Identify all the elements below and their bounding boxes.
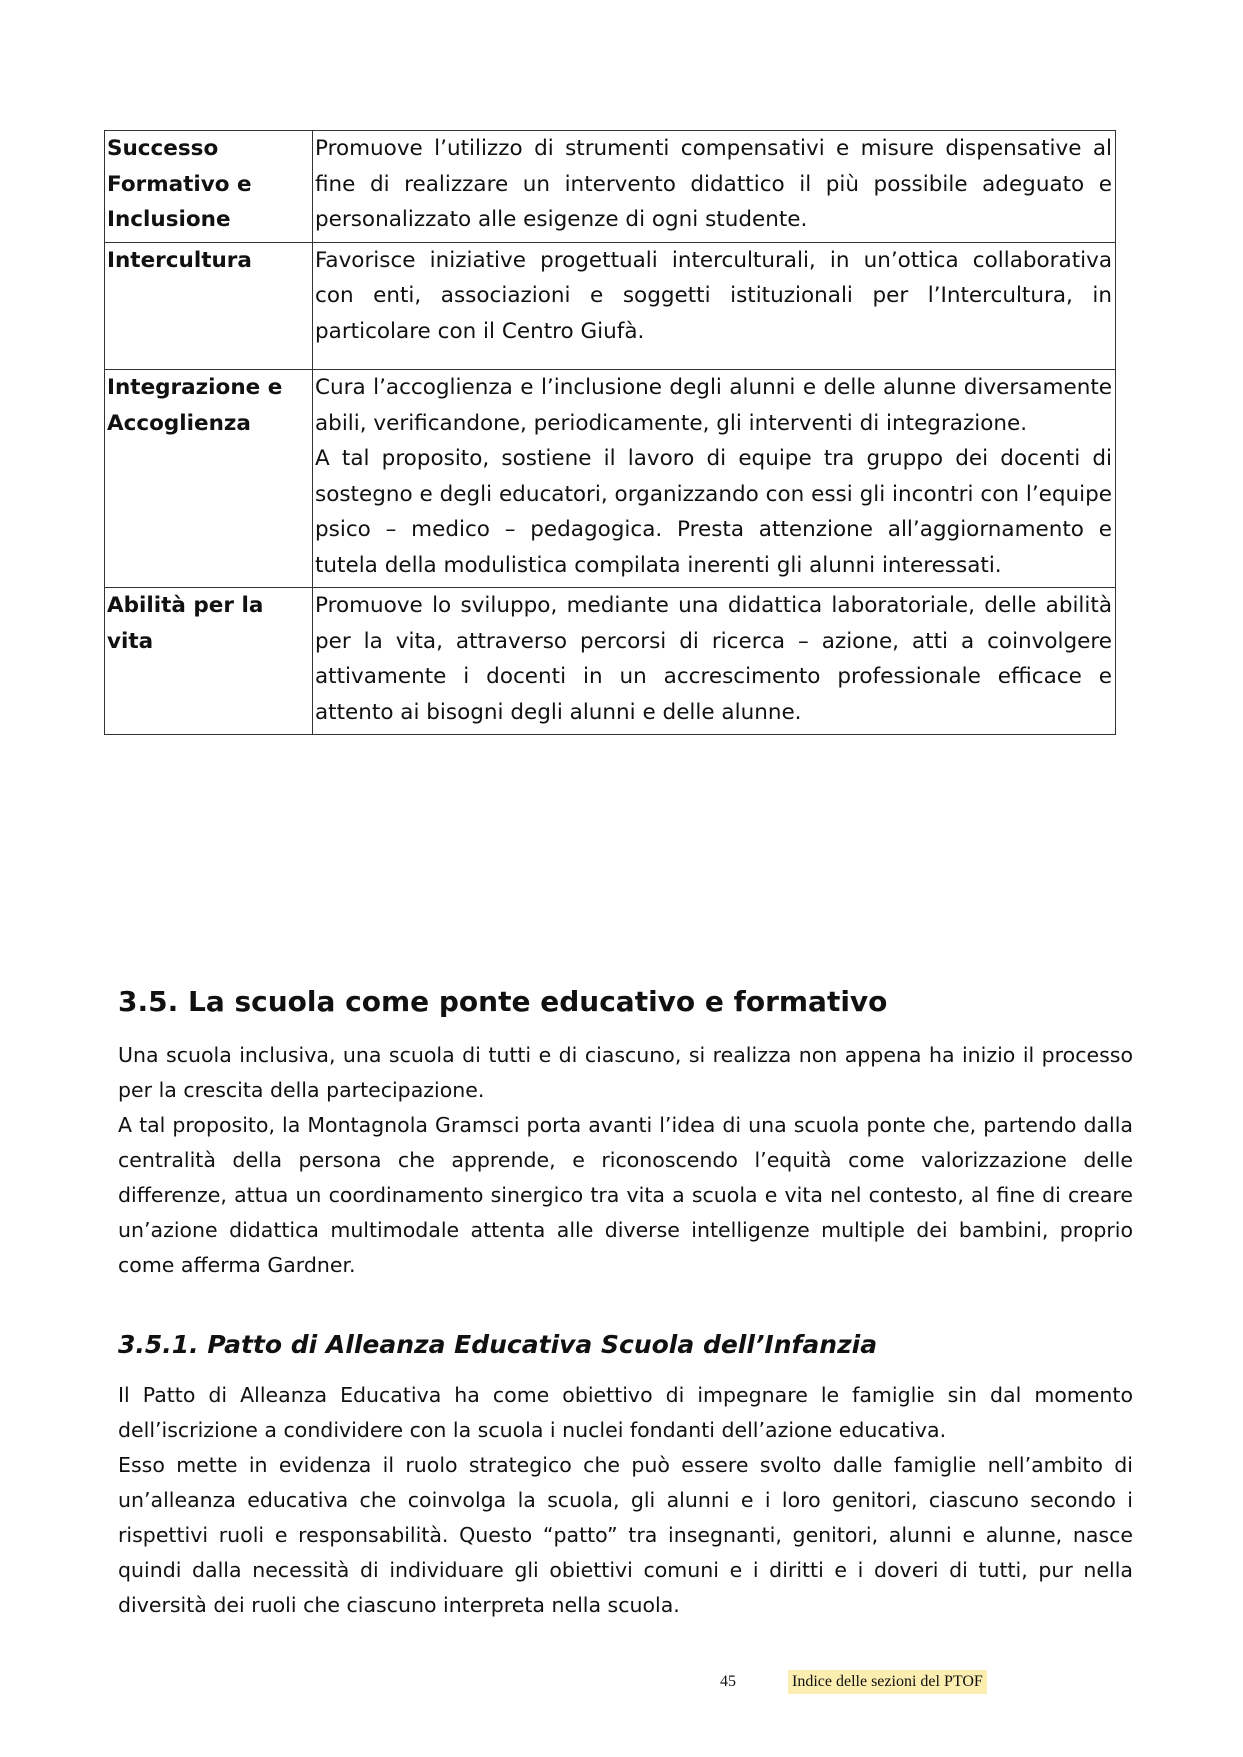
- table-row: [105, 588, 1116, 735]
- table-row: [105, 131, 1116, 243]
- row-label: Intercultura: [105, 242, 313, 370]
- row-paragraph: Cura l’accoglienza e l’inclusione degli alunni e delle alunne diversamente abili, verificandone, periodicamente, gli interventi di integrazione.: [315, 375, 1112, 436]
- row-paragraph: Promuove lo sviluppo, mediante una didattica laboratoriale, delle abilità per la vita, attraverso percorsi di ricerca – azione, atti a coinvolgere attivamente i docenti in un accrescimento professionale efficace e attento ai bisogni degli alunni e delle alunne.: [315, 593, 1112, 725]
- row-paragraph: Favorisce iniziative progettuali interculturali, in un’ottica collaborativa con enti, associazioni e soggetti istituzionali per l’Intercultura, in particolare con il Centro Giufà.: [315, 247, 1112, 344]
- table-row: [105, 370, 1116, 588]
- body-paragraph: Il Patto di Alleanza Educativa ha come obiettivo di impegnare le famiglie sin dal momento dell’iscrizione a condividere con la scuola i nuclei fondanti dell’azione educativa.: [118, 1383, 1133, 1442]
- row-paragraph: A tal proposito, sostiene il lavoro di equipe tra gruppo dei docenti di sostegno e degli educatori, organizzando con essi gli incontri con l’equipe psico – medico – pedagogica. Presta attenzione all’aggiornamento e tutela della modulistica compilata inerenti gli alunni interessati.: [315, 446, 1112, 578]
- subsection-heading: 3.5.1. Patto di Alleanza Educativa Scuola dell’Infanzia: [118, 1330, 878, 1359]
- body-paragraph: A tal proposito, la Montagnola Gramsci porta avanti l’idea di una scuola ponte che, partendo dalla centralità della persona che apprende, e riconoscendo l’equità come valorizzazione delle differenze, attua un coordinamento sinergico tra vita a scuola e vita nel contesto, al fine di creare un’azione didattica multimodale attenta alle diverse intelligenze multiple dei bambini, proprio come afferma Gardner.: [118, 1113, 1133, 1277]
- row-label: Successo Formativo e Inclusione: [105, 131, 313, 243]
- roles-table: [104, 130, 1116, 735]
- row-description: [313, 242, 1116, 370]
- section-heading: 3.5. La scuola come ponte educativo e formativo: [118, 985, 888, 1018]
- table-row: [105, 242, 1116, 370]
- row-description: [313, 131, 1116, 243]
- row-label: Integrazione e Accoglienza: [105, 370, 313, 588]
- row-label: Abilità per la vita: [105, 588, 313, 735]
- row-paragraph: Promuove l’utilizzo di strumenti compensativi e misure dispensative al fine di realizzare un intervento didattico il più possibile adeguato e personalizzato alle esigenze di ogni studente.: [315, 136, 1112, 232]
- body-paragraph: Una scuola inclusiva, una scuola di tutti e di ciascuno, si realizza non appena ha inizio il processo per la crescita della partecipazione.: [118, 1043, 1133, 1102]
- body-paragraph: Esso mette in evidenza il ruolo strategico che può essere svolto dalle famiglie nell’ambito di un’alleanza educativa che coinvolga la scuola, gli alunni e i loro genitori, ciascuno secondo i rispettivi ruoli e responsabilità. Questo “patto” tra insegnanti, genitori, alunni e alunne, nasce quindi dalla necessità di individuare gli obiettivi comuni e i diritti e i doveri di tutti, pur nella diversità dei ruoli che ciascuno interpreta nella scuola.: [118, 1453, 1133, 1617]
- subsection-body: [118, 1378, 1133, 1623]
- page-footer: [0, 1670, 1243, 1698]
- ptof-index-link[interactable]: Indice delle sezioni del PTOF: [788, 1670, 987, 1694]
- section-body: [118, 1038, 1133, 1283]
- row-description: [313, 588, 1116, 735]
- row-description: [313, 370, 1116, 588]
- page-number: 45: [720, 1673, 736, 1690]
